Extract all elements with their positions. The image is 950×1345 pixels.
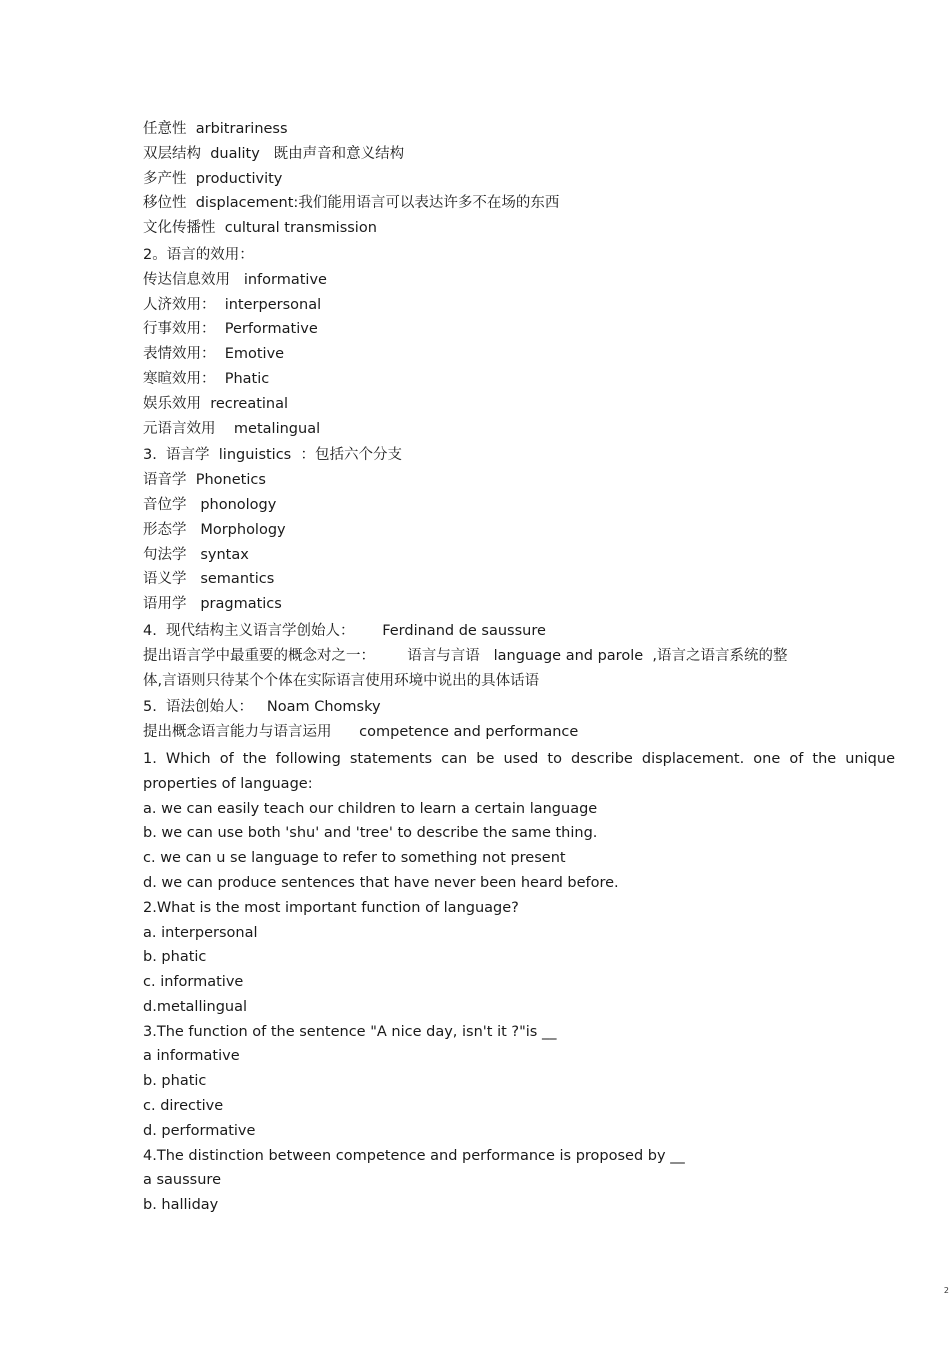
text-line: 语义学 semantics xyxy=(143,571,275,588)
text-line: 提出概念语言能力与语言运用 competence and performance xyxy=(143,724,579,741)
text-line: 音位学 phonology xyxy=(143,496,277,513)
answer-option: a. interpersonal xyxy=(143,924,258,941)
answer-option: c. informative xyxy=(143,974,244,991)
text-line: 人济效用： interpersonal xyxy=(143,296,322,313)
section-heading: 4. 现代结构主义语言学创始人： Ferdinand de saussure xyxy=(143,622,546,639)
section-heading: 5. 语法创始人： Noam Chomsky xyxy=(143,699,381,716)
text-line: 句法学 syntax xyxy=(143,546,249,563)
text-line: 语音学 Phonetics xyxy=(143,472,266,489)
answer-option: b. phatic xyxy=(143,949,207,966)
text-line: 提出语言学中最重要的概念对之一： 语言与言语 language and parole ,语言之语言系统的整 xyxy=(143,647,788,664)
question-stem: 1. Which of the following statements can be used to describe displacement. one of the unique properties of language: xyxy=(143,750,895,792)
answer-option: d.metallingual xyxy=(143,998,248,1015)
answer-option: b. halliday xyxy=(143,1197,219,1214)
text-line: 文化传播性 cultural transmission xyxy=(143,220,377,237)
text-line: 多产性 productivity xyxy=(143,170,283,187)
answer-option: c. we can u se language to refer to something not present xyxy=(143,850,566,867)
question-stem: 3.The function of the sentence "A nice day, isn't it ?"is __ xyxy=(143,1023,557,1040)
text-line: 寒暄效用： Phatic xyxy=(143,370,270,387)
document-page xyxy=(143,117,895,1218)
text-line: 任意性 arbitrariness xyxy=(143,121,288,137)
text-line: 传达信息效用 informative xyxy=(143,271,327,288)
question-stem: 4.The distinction between competence and performance is proposed by __ xyxy=(143,1147,685,1164)
page-number: 2 xyxy=(943,1286,949,1295)
answer-option: d. we can produce sentences that have never been heard before. xyxy=(143,874,619,891)
answer-option: d. performative xyxy=(143,1122,256,1139)
text-line: 形态学 Morphology xyxy=(143,521,286,538)
section-heading: 2。语言的效用： xyxy=(143,246,254,263)
section-heading: 3. 语言学 linguistics ：包括六个分支 xyxy=(143,447,402,464)
answer-option: b. phatic xyxy=(143,1073,207,1090)
text-line: 表情效用： Emotive xyxy=(143,346,285,363)
text-line: 语用学 pragmatics xyxy=(143,596,282,613)
answer-option: a. we can easily teach our children to learn a certain language xyxy=(143,800,598,817)
answer-option: b. we can use both 'shu' and 'tree' to describe the same thing. xyxy=(143,825,598,842)
text-line: 移位性 displacement:我们能用语言可以表达许多不在场的东西 xyxy=(143,195,560,212)
text-line: 双层结构 duality 既由声音和意义结构 xyxy=(143,145,405,162)
answer-option: c. directive xyxy=(143,1098,224,1115)
text-line: 元语言效用 metalingual xyxy=(143,420,321,437)
text-line: 体,言语则只待某个个体在实际语言使用环境中说出的具体话语 xyxy=(143,672,540,689)
text-line: 行事效用： Performative xyxy=(143,321,318,338)
question-stem: 2.What is the most important function of language? xyxy=(143,899,519,916)
answer-option: a informative xyxy=(143,1048,240,1065)
answer-option: a saussure xyxy=(143,1172,221,1189)
text-line: 娱乐效用 recreatinal xyxy=(143,395,289,412)
